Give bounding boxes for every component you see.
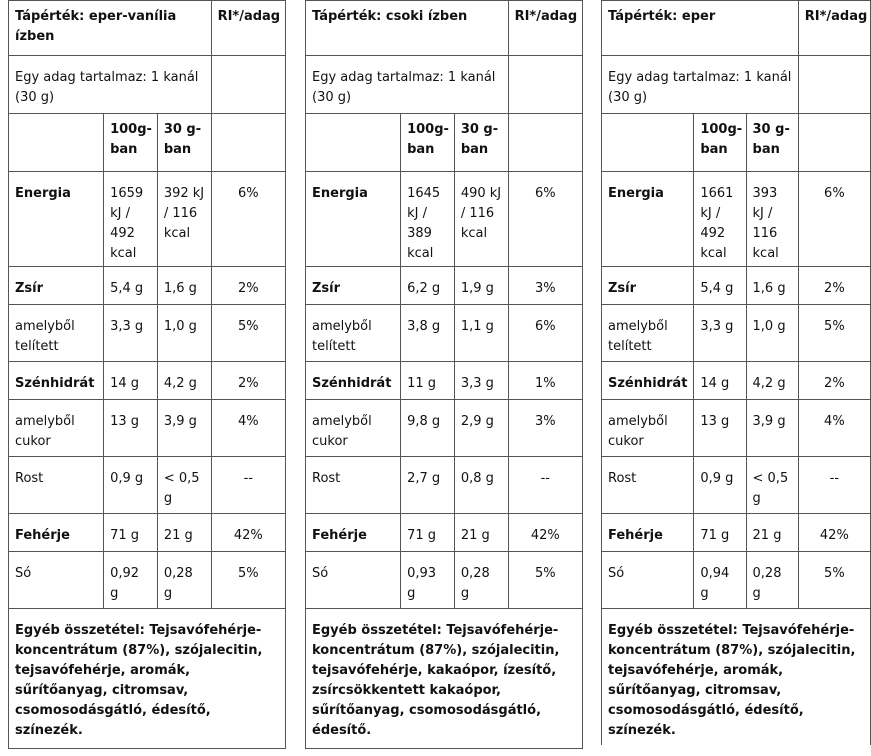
value-per-100g: 9,8 g bbox=[401, 400, 455, 457]
value-per-100g: 0,9 g bbox=[104, 457, 158, 514]
table-row bbox=[9, 400, 286, 457]
value-per-100g: 1661 kJ / 492 kcal bbox=[694, 172, 746, 267]
nutrient-name: Só bbox=[602, 552, 694, 609]
nutrition-table bbox=[601, 0, 871, 745]
value-per-serving: 3,3 g bbox=[454, 362, 508, 400]
nutrient-name: Fehérje bbox=[9, 514, 104, 552]
nutrition-panel-eper-vanilia bbox=[8, 0, 286, 745]
empty-cell bbox=[306, 114, 401, 172]
nutrient-name: Zsír bbox=[602, 267, 694, 305]
value-per-serving: < 0,5 g bbox=[746, 457, 798, 514]
ri-value: 5% bbox=[798, 552, 870, 609]
nutrient-name: amelyből cukor bbox=[9, 400, 104, 457]
ri-value: 5% bbox=[211, 305, 285, 362]
ri-header: RI*/adag bbox=[508, 1, 582, 56]
value-per-100g: 6,2 g bbox=[401, 267, 455, 305]
value-per-serving: < 0,5 g bbox=[157, 457, 211, 514]
serving-size: Egy adag tartalmaz: 1 kanál (30 g) bbox=[306, 56, 509, 114]
value-per-serving: 3,9 g bbox=[157, 400, 211, 457]
col-per-100g: 100g-ban bbox=[401, 114, 455, 172]
ri-value: 42% bbox=[211, 514, 285, 552]
table-row bbox=[306, 552, 583, 609]
table-row bbox=[602, 172, 871, 267]
nutrient-name: Rost bbox=[9, 457, 104, 514]
ri-header: RI*/adag bbox=[798, 1, 870, 56]
ri-value: 6% bbox=[211, 172, 285, 267]
nutrition-panel-eper bbox=[601, 0, 871, 745]
table-header-row bbox=[9, 1, 286, 56]
table-row bbox=[602, 267, 871, 305]
ingredients-row bbox=[9, 609, 286, 749]
ri-value: 6% bbox=[798, 172, 870, 267]
table-row bbox=[602, 400, 871, 457]
value-per-100g: 3,3 g bbox=[104, 305, 158, 362]
nutrient-name: Fehérje bbox=[306, 514, 401, 552]
table-row bbox=[9, 267, 286, 305]
value-per-serving: 1,0 g bbox=[746, 305, 798, 362]
value-per-serving: 3,9 g bbox=[746, 400, 798, 457]
nutrient-name: Rost bbox=[602, 457, 694, 514]
empty-cell bbox=[211, 114, 285, 172]
table-row bbox=[9, 514, 286, 552]
nutrient-name: Zsír bbox=[9, 267, 104, 305]
value-per-serving: 2,9 g bbox=[454, 400, 508, 457]
ri-value: 4% bbox=[798, 400, 870, 457]
table-row bbox=[602, 457, 871, 514]
value-per-serving: 21 g bbox=[454, 514, 508, 552]
value-per-serving: 0,8 g bbox=[454, 457, 508, 514]
value-per-serving: 1,1 g bbox=[454, 305, 508, 362]
ingredients-text: Egyéb összetétel: Tejsavófehérje-koncentrátum (87%), szójalecitin, tejsavófehérje, aromák, sűrítőanyag, citromsav, csomosodásgátló, édesítő, színezék. bbox=[9, 609, 286, 749]
ri-value: 42% bbox=[798, 514, 870, 552]
value-per-100g: 3,3 g bbox=[694, 305, 746, 362]
empty-cell bbox=[602, 114, 694, 172]
nutrient-name: Energia bbox=[306, 172, 401, 267]
serving-row bbox=[306, 56, 583, 114]
ingredients-row bbox=[306, 609, 583, 749]
ri-value: -- bbox=[798, 457, 870, 514]
table-row bbox=[602, 552, 871, 609]
value-per-serving: 0,28 g bbox=[157, 552, 211, 609]
value-per-serving: 21 g bbox=[157, 514, 211, 552]
ingredients-text: Egyéb összetétel: Tejsavófehérje-koncentrátum (87%), szójalecitin, tejsavófehérje, aromák, sűrítőanyag, citromsav, csomosodásgátló, édesítő, színezék. bbox=[602, 609, 871, 746]
col-per-serving: 30 g-ban bbox=[454, 114, 508, 172]
table-row bbox=[306, 400, 583, 457]
nutrition-panel-csoki bbox=[305, 0, 583, 745]
ri-value: 5% bbox=[798, 305, 870, 362]
value-per-100g: 14 g bbox=[694, 362, 746, 400]
table-header-row bbox=[306, 1, 583, 56]
product-title: Tápérték: csoki ízben bbox=[306, 1, 509, 56]
nutrient-name: amelyből telített bbox=[306, 305, 401, 362]
serving-row bbox=[9, 56, 286, 114]
col-per-100g: 100g-ban bbox=[104, 114, 158, 172]
value-per-100g: 2,7 g bbox=[401, 457, 455, 514]
table-row bbox=[306, 267, 583, 305]
nutrition-table bbox=[305, 0, 583, 749]
ri-value: 6% bbox=[508, 305, 582, 362]
table-row bbox=[306, 362, 583, 400]
ri-value: 42% bbox=[508, 514, 582, 552]
ri-value: 2% bbox=[211, 362, 285, 400]
column-header-row bbox=[602, 114, 871, 172]
table-row bbox=[306, 172, 583, 267]
value-per-100g: 0,93 g bbox=[401, 552, 455, 609]
nutrient-name: Szénhidrát bbox=[306, 362, 401, 400]
table-row bbox=[9, 362, 286, 400]
value-per-serving: 4,2 g bbox=[746, 362, 798, 400]
table-row bbox=[306, 457, 583, 514]
value-per-100g: 13 g bbox=[104, 400, 158, 457]
table-row bbox=[602, 514, 871, 552]
serving-row bbox=[602, 56, 871, 114]
ri-value: -- bbox=[508, 457, 582, 514]
value-per-serving: 0,28 g bbox=[454, 552, 508, 609]
value-per-serving: 1,0 g bbox=[157, 305, 211, 362]
ri-header: RI*/adag bbox=[211, 1, 285, 56]
value-per-serving: 1,6 g bbox=[746, 267, 798, 305]
value-per-100g: 5,4 g bbox=[104, 267, 158, 305]
nutrient-name: amelyből cukor bbox=[306, 400, 401, 457]
ri-value: 1% bbox=[508, 362, 582, 400]
value-per-100g: 5,4 g bbox=[694, 267, 746, 305]
value-per-100g: 3,8 g bbox=[401, 305, 455, 362]
value-per-serving: 1,6 g bbox=[157, 267, 211, 305]
ri-value: 2% bbox=[798, 267, 870, 305]
table-row bbox=[306, 305, 583, 362]
value-per-100g: 71 g bbox=[694, 514, 746, 552]
value-per-serving: 1,9 g bbox=[454, 267, 508, 305]
ri-value: 2% bbox=[798, 362, 870, 400]
ri-value: -- bbox=[211, 457, 285, 514]
empty-cell bbox=[508, 114, 582, 172]
nutrient-name: Só bbox=[9, 552, 104, 609]
column-header-row bbox=[306, 114, 583, 172]
serving-size: Egy adag tartalmaz: 1 kanál (30 g) bbox=[602, 56, 799, 114]
value-per-100g: 13 g bbox=[694, 400, 746, 457]
empty-cell bbox=[508, 56, 582, 114]
table-row bbox=[602, 362, 871, 400]
value-per-serving: 392 kJ / 116 kcal bbox=[157, 172, 211, 267]
nutrition-table bbox=[8, 0, 286, 749]
ri-value: 6% bbox=[508, 172, 582, 267]
value-per-100g: 71 g bbox=[104, 514, 158, 552]
table-row bbox=[602, 305, 871, 362]
nutrient-name: amelyből telített bbox=[9, 305, 104, 362]
empty-cell bbox=[798, 114, 870, 172]
product-title: Tápérték: eper-vanília ízben bbox=[9, 1, 212, 56]
table-row bbox=[306, 514, 583, 552]
table-row bbox=[9, 305, 286, 362]
ingredients-row bbox=[602, 609, 871, 746]
value-per-serving: 393 kJ / 116 kcal bbox=[746, 172, 798, 267]
nutrient-name: Szénhidrát bbox=[602, 362, 694, 400]
value-per-100g: 1659 kJ / 492 kcal bbox=[104, 172, 158, 267]
value-per-100g: 0,9 g bbox=[694, 457, 746, 514]
nutrient-name: Rost bbox=[306, 457, 401, 514]
ri-value: 3% bbox=[508, 400, 582, 457]
table-row bbox=[9, 172, 286, 267]
column-header-row bbox=[9, 114, 286, 172]
nutrient-name: Zsír bbox=[306, 267, 401, 305]
empty-cell bbox=[9, 114, 104, 172]
nutrient-name: Energia bbox=[9, 172, 104, 267]
col-per-100g: 100g-ban bbox=[694, 114, 746, 172]
value-per-100g: 71 g bbox=[401, 514, 455, 552]
col-per-serving: 30 g-ban bbox=[157, 114, 211, 172]
ri-value: 4% bbox=[211, 400, 285, 457]
value-per-100g: 1645 kJ / 389 kcal bbox=[401, 172, 455, 267]
nutrient-name: amelyből telített bbox=[602, 305, 694, 362]
value-per-serving: 4,2 g bbox=[157, 362, 211, 400]
ri-value: 5% bbox=[508, 552, 582, 609]
nutrient-name: amelyből cukor bbox=[602, 400, 694, 457]
ri-value: 5% bbox=[211, 552, 285, 609]
nutrient-name: Só bbox=[306, 552, 401, 609]
nutrient-name: Fehérje bbox=[602, 514, 694, 552]
empty-cell bbox=[211, 56, 285, 114]
nutrient-name: Szénhidrát bbox=[9, 362, 104, 400]
ri-value: 3% bbox=[508, 267, 582, 305]
value-per-serving: 21 g bbox=[746, 514, 798, 552]
value-per-100g: 11 g bbox=[401, 362, 455, 400]
col-per-serving: 30 g-ban bbox=[746, 114, 798, 172]
value-per-100g: 0,94 g bbox=[694, 552, 746, 609]
ingredients-text: Egyéb összetétel: Tejsavófehérje-koncentrátum (87%), szójalecitin, tejsavófehérje, kakaópor, ízesítő, zsírcsökkentett kakaópor, sűrítőanyag, csomosodásgátló, édesítő. bbox=[306, 609, 583, 749]
product-title: Tápérték: eper bbox=[602, 1, 799, 56]
table-row bbox=[9, 552, 286, 609]
serving-size: Egy adag tartalmaz: 1 kanál (30 g) bbox=[9, 56, 212, 114]
value-per-serving: 0,28 g bbox=[746, 552, 798, 609]
value-per-100g: 14 g bbox=[104, 362, 158, 400]
nutrient-name: Energia bbox=[602, 172, 694, 267]
value-per-serving: 490 kJ / 116 kcal bbox=[454, 172, 508, 267]
empty-cell bbox=[798, 56, 870, 114]
table-row bbox=[9, 457, 286, 514]
table-header-row bbox=[602, 1, 871, 56]
value-per-100g: 0,92 g bbox=[104, 552, 158, 609]
ri-value: 2% bbox=[211, 267, 285, 305]
